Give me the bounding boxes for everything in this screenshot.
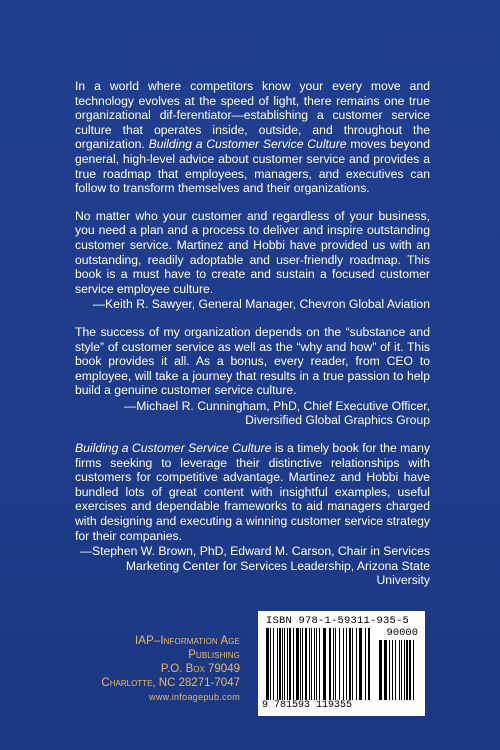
blurb-4-attr-line-1: —Stephen W. Brown, PhD, Edward M. Carson, Chair in Services	[79, 544, 430, 559]
ean-bar	[333, 628, 334, 700]
blurb-2-attribution: —Keith R. Sawyer, General Manager, Chevron Global Aviation	[92, 297, 430, 312]
ean-bar	[279, 628, 281, 700]
addon-bar	[404, 640, 405, 700]
addon-bar	[406, 640, 408, 700]
blurb-3-attr-line-2: Diversified Global Graphics Group	[245, 413, 430, 428]
ean-bar	[287, 628, 288, 700]
ean-bar	[316, 628, 317, 700]
ean-bar	[305, 628, 307, 700]
publisher-box: P.O. Box 79049	[160, 663, 240, 675]
ean-barcode	[266, 628, 376, 700]
ean-bar	[296, 628, 299, 700]
ean-bar	[277, 628, 278, 700]
ean-bar	[349, 628, 351, 700]
ean-bar	[359, 628, 362, 700]
blurb-4-rest: is a timely book for the many firms seeking to leverage their distinctive relationships with customers for competitive advantage. Martinez and Hobbi have bundled lots of great content with insightful examples, useful exercises and dependable frameworks to aid managers charged with designing and executing a winning customer service strategy for their companies.	[75, 441, 430, 543]
blurb-paragraph-1	[75, 79, 430, 196]
ean-bar	[314, 628, 315, 700]
addon-bar	[395, 640, 396, 700]
addon-bar	[401, 640, 402, 700]
publisher-info	[80, 634, 240, 704]
blurb-3-attr-line-1: —Michael R. Cunningham, PhD, Chief Executive Officer,	[124, 398, 430, 413]
ean-bar	[311, 628, 312, 700]
blurb-paragraph-4	[75, 441, 430, 543]
blurb-paragraph-3: The success of my organization depends on the “substance and style” of customer service as well as the “why and how” of it. This book provides it all. As a bonus, every reader, from CEO to employee, will take a journey that results in a true passion to help build a genuine customer service culture.	[75, 324, 430, 398]
ean-bar	[293, 628, 294, 700]
blurb-1-book-title: Building a Customer Service Culture	[148, 137, 347, 152]
ean-bar	[273, 628, 274, 700]
barcode-panel	[258, 611, 425, 716]
blurb-column	[75, 79, 430, 601]
addon-bar	[384, 640, 387, 700]
ean-bar	[270, 628, 271, 700]
ean-bar	[282, 628, 283, 700]
addon-bar	[413, 640, 414, 700]
ean-bar	[284, 628, 285, 700]
ean-bar	[346, 628, 347, 700]
publisher-name: IAP–Information Age Publishing	[135, 635, 240, 661]
ean-bar	[368, 628, 370, 700]
addon-bar	[379, 640, 382, 700]
blurb-4-attr-line-2: Marketing Center for Services Leadership, Arizona State University	[125, 558, 430, 588]
ean-bar	[335, 628, 336, 700]
blurb-4-attribution	[75, 544, 430, 588]
blurb-4-book-title: Building a Customer Service Culture	[75, 441, 272, 456]
ean-bar	[309, 628, 310, 700]
addon-bar	[409, 640, 411, 700]
blurb-1-rest: moves beyond general, high-level advice about customer service and provides a true roadmap that employees, managers, and executives can follow to transform themselves and their organizations.	[75, 137, 430, 196]
ean-bar	[300, 628, 301, 700]
ean-bar	[266, 628, 269, 700]
addon-bar	[389, 640, 390, 700]
addon-barcode	[379, 640, 419, 700]
isbn-label: ISBN 978-1-59311-935-5	[266, 615, 410, 627]
ean-bar	[343, 628, 344, 700]
ean-bar	[323, 628, 326, 700]
ean-bar	[356, 628, 357, 700]
blurb-1-text: In a world where competitors know your every move and technology evolves at the speed of light, there remains one true organizational dif-ferentiator—establishing a customer service culture that operates inside, outside, and throughout the organization.	[75, 79, 430, 152]
ean-bar	[352, 628, 353, 700]
price-code: 90000	[386, 627, 418, 639]
blurb-paragraph-2: No matter who your customer and regardless of your business, you need a plan and a process to deliver and inspire outstanding customer service. Martinez and Hobbi have provided us with an outstanding, readily adoptable and user-friendly roadmap. This book is a must have to create and sustain a focused customer service employee culture.	[75, 208, 430, 296]
addon-bar	[399, 640, 400, 700]
addon-bar	[392, 640, 393, 700]
ean-bar	[339, 628, 340, 700]
ean-bar	[365, 628, 366, 700]
blurb-3-attribution	[75, 399, 430, 428]
publisher-url: www.infoagepub.com	[149, 692, 240, 702]
publisher-city: Charlotte, NC 28271-7047	[101, 677, 240, 689]
ean-bar	[329, 628, 331, 700]
ean-bar	[319, 628, 320, 700]
ean-bar	[289, 628, 291, 700]
ean-bar	[302, 628, 303, 700]
ean-digits: 9 781593 119355	[262, 700, 353, 711]
